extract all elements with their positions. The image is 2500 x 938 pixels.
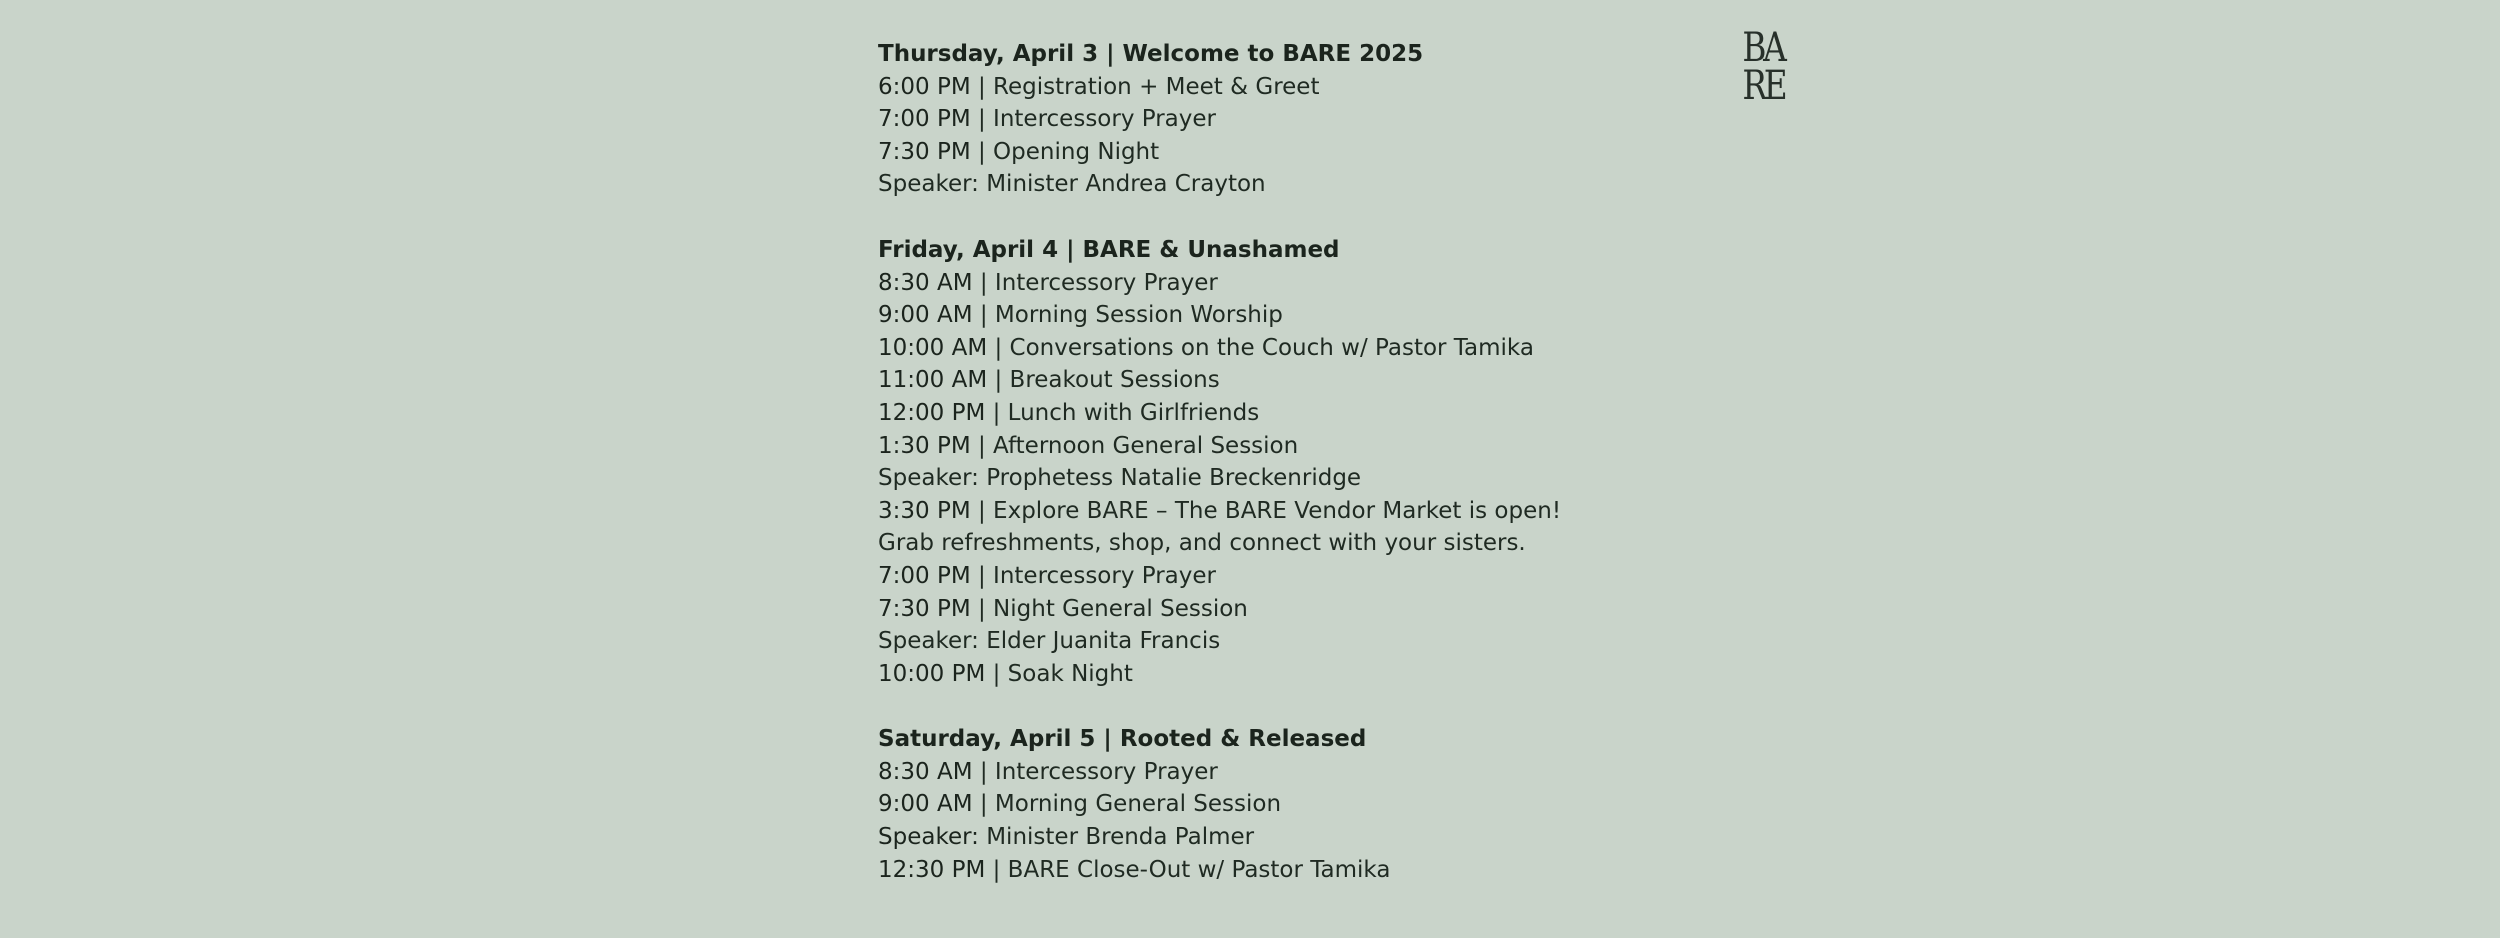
speaker-line xyxy=(878,462,1878,495)
item-time: 7:30 PM xyxy=(878,138,971,165)
day-heading: Saturday, April 5 | Rooted & Released xyxy=(878,726,1367,753)
speaker-line xyxy=(878,821,1878,854)
item-description: | Lunch with Girlfriends xyxy=(985,399,1260,426)
item-description: | Night General Session xyxy=(970,595,1248,622)
day-heading: Thursday, April 3 | Welcome to BARE 2025 xyxy=(878,41,1424,67)
logo-row-top: BA xyxy=(1742,25,1784,71)
item-description: | Registration + Meet & Greet xyxy=(970,73,1320,100)
schedule-item xyxy=(878,788,1878,821)
schedule-note xyxy=(878,527,1878,560)
item-description: | Explore BARE – The BARE Vendor Market is open! xyxy=(970,497,1562,524)
item-time: 8:30 AM xyxy=(878,269,973,296)
item-time: 8:30 AM xyxy=(878,758,973,785)
schedule-item xyxy=(878,397,1878,430)
item-time: 7:00 PM xyxy=(878,106,971,133)
item-time: 3:30 PM xyxy=(878,497,971,524)
item-description: | Afternoon General Session xyxy=(970,432,1299,459)
day-saturday xyxy=(878,723,1878,886)
item-description: | Morning Session Worship xyxy=(972,302,1283,329)
schedule-item xyxy=(878,136,1878,169)
item-time: 12:30 PM xyxy=(878,856,986,883)
logo-row-bottom: RE xyxy=(1742,63,1785,109)
item-description: | Opening Night xyxy=(970,138,1160,165)
speaker-label: Speaker: xyxy=(878,824,979,851)
item-description: Speaker: Elder Juanita Francis xyxy=(878,628,1221,655)
schedule-item xyxy=(878,756,1878,789)
schedule-item xyxy=(878,658,1878,691)
item-description: Minister Brenda Palmer xyxy=(978,824,1255,851)
item-description: | Intercessory Prayer xyxy=(972,758,1218,785)
schedule-item xyxy=(878,299,1878,332)
item-description: | Conversations on the Couch w/ Pastor Tamika xyxy=(987,334,1534,361)
item-description: | Intercessory Prayer xyxy=(970,106,1216,133)
item-description: | Soak Night xyxy=(985,660,1133,687)
item-time: 11:00 AM xyxy=(878,367,988,394)
speaker-line xyxy=(878,168,1878,201)
item-description: | BARE Close-Out w/ Pastor Tamika xyxy=(985,856,1391,883)
schedule-item xyxy=(878,71,1878,104)
schedule-item xyxy=(878,430,1878,463)
item-time: 10:00 AM xyxy=(878,334,988,361)
item-description: | Intercessory Prayer xyxy=(970,562,1216,589)
schedule-item xyxy=(878,495,1878,528)
item-description: Speaker: Minister Andrea Crayton xyxy=(878,171,1266,198)
item-description: | Breakout Sessions xyxy=(987,367,1220,394)
item-description: | Morning General Session xyxy=(972,791,1282,818)
speaker-line xyxy=(878,625,1878,658)
item-time: 10:00 PM xyxy=(878,660,986,687)
item-time: 7:00 PM xyxy=(878,562,971,589)
item-time: 9:00 AM xyxy=(878,791,973,818)
schedule-item xyxy=(878,854,1878,887)
schedule-item xyxy=(878,103,1878,136)
item-time: 6:00 PM xyxy=(878,73,971,100)
schedule-item xyxy=(878,364,1878,397)
item-time: 12:00 PM xyxy=(878,399,986,426)
item-description: | Intercessory Prayer xyxy=(972,269,1218,296)
schedule-item xyxy=(878,267,1878,300)
day-friday xyxy=(878,234,1878,690)
day-thursday xyxy=(878,38,1878,201)
event-schedule xyxy=(878,38,1878,919)
schedule-item xyxy=(878,593,1878,626)
schedule-item xyxy=(878,332,1878,365)
item-time: 1:30 PM xyxy=(878,432,971,459)
schedule-item xyxy=(878,560,1878,593)
item-time: 9:00 AM xyxy=(878,302,973,329)
day-heading: Friday, April 4 | BARE & Unashamed xyxy=(878,236,1340,263)
item-time: 7:30 PM xyxy=(878,595,971,622)
item-description: Grab refreshments, shop, and connect with your sisters. xyxy=(878,530,1526,557)
item-description: Speaker: Prophetess Natalie Breckenridge xyxy=(878,465,1362,492)
